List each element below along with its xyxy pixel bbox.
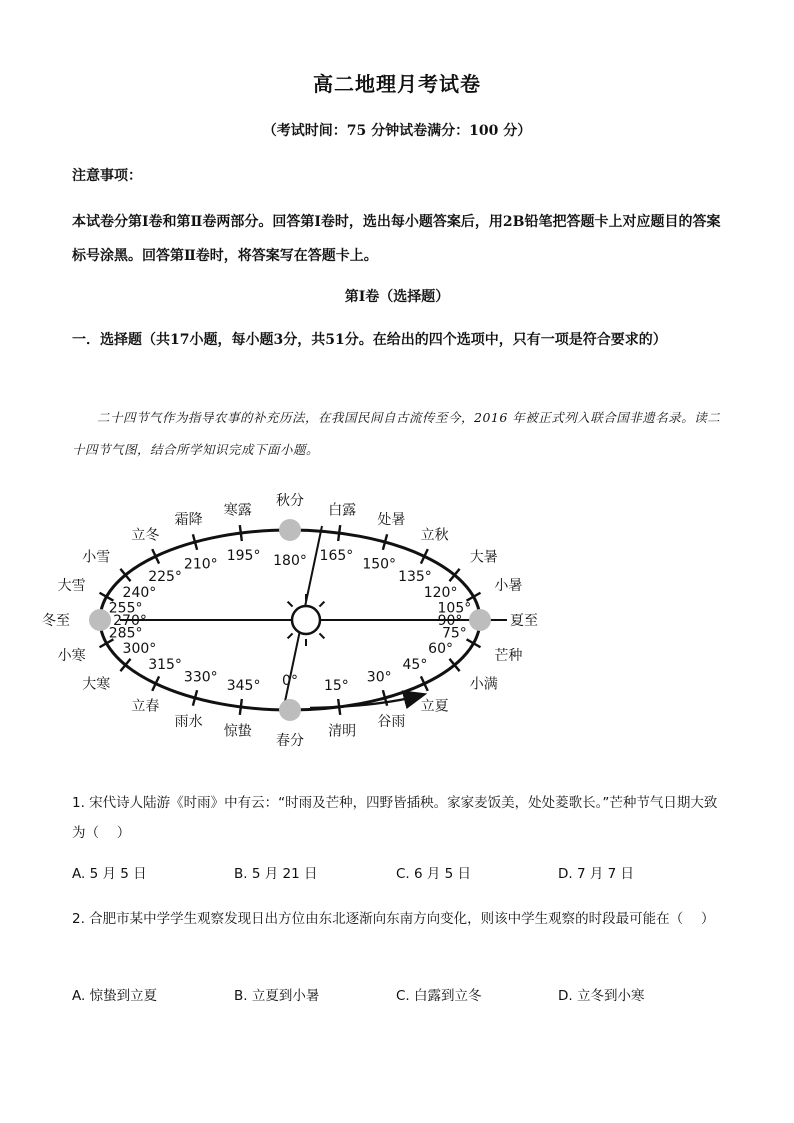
term-degree-label: 75° [441,625,467,642]
solar-term-label: 春分 [276,733,304,749]
solar-term-label: 谷雨 [377,714,406,731]
solar-term-label: 立秋 [420,527,449,544]
q1-option-c[interactable]: C. 6 月 5 日 [396,866,472,882]
solar-term-label: 立夏 [420,698,449,715]
key-term-marker [279,699,301,721]
term-tick [240,525,242,541]
key-term-marker [89,609,111,631]
question-2: 2. 合肥市某中学学生观察发现日出方位由东北逐渐向东南方向变化，则该中学生观察的时段最可能在（ ） [72,911,715,927]
question-1: 1. 宋代诗人陆游《时雨》中有云：“时雨及芒种，四野皆插秧。家家麦饭美，处处菱歌长。”芒种节气日期大致为（ ） [72,795,718,841]
solar-term-label: 处暑 [377,511,406,528]
solar-term-label: 清明 [328,723,357,740]
solar-term-label: 雨水 [174,714,203,731]
solar-term-label: 惊蛰 [223,723,252,740]
term-degree-label: 105° [437,600,472,617]
solar-term-label: 大暑 [469,549,498,566]
term-degree-label: 45° [402,656,428,673]
term-degree-label: 180° [273,553,307,569]
term-tick [240,699,242,715]
term-degree-label: 285° [108,625,143,642]
solar-term-label: 立春 [131,698,160,715]
solar-term-label: 小满 [469,676,498,693]
solar-term-label: 大雪 [57,577,86,594]
solar-term-label: 小寒 [57,648,86,665]
notice-body: 本试卷分第Ⅰ卷和第Ⅱ卷两部分。回答第Ⅰ卷时，选出每小题答案后，用2B铅笔把答题卡上对应题目的答案标号涂黑。回答第Ⅱ卷时，将答案写在答题卡上。 [72,214,721,264]
solar-terms-svg [42,480,580,770]
term-degree-label: 195° [226,547,261,564]
term-degree-label: 255° [108,600,143,617]
term-degree-label: 225° [148,569,182,586]
term-degree-label: 120° [423,585,458,602]
key-term-marker [279,519,301,541]
q1-option-d[interactable]: D. 7 月 7 日 [558,866,635,882]
term-degree-label: 15° [323,678,349,695]
term-degree-label: 300° [122,640,157,657]
term-degree-label: 210° [183,556,218,573]
solar-term-label: 大寒 [82,676,111,693]
solar-term-label: 小雪 [82,549,111,566]
term-degree-label: 270° [113,613,147,629]
term-tick [338,699,340,715]
solar-term-label: 白露 [328,502,357,519]
term-degree-label: 315° [148,656,182,673]
term-degree-label: 150° [362,556,397,573]
solar-term-label: 立冬 [131,527,160,544]
key-term-marker [469,609,491,631]
q2-option-b[interactable]: B. 立夏到小暑 [234,988,320,1004]
notice-heading: 注意事项： [72,168,142,184]
term-degree-label: 330° [183,669,218,686]
solar-terms-diagram [42,480,580,770]
term-degree-label: 90° [437,613,463,629]
q2-option-a[interactable]: A. 惊蛰到立夏 [72,988,158,1004]
solar-term-label: 寒露 [223,502,252,519]
q1-option-b[interactable]: B. 5 月 21 日 [234,866,318,882]
solar-term-label: 霜降 [174,511,203,528]
term-degree-label: 0° [282,673,298,689]
solar-term-label: 小暑 [494,577,523,594]
term-degree-label: 345° [226,678,261,695]
exam-title: 高二地理月考试卷 [313,72,481,96]
q2-option-d[interactable]: D. 立冬到小寒 [558,988,645,1004]
term-degree-label: 60° [428,640,454,657]
solar-term-label: 冬至 [42,613,70,629]
question-2-options [72,984,722,1008]
q1-option-a[interactable]: A. 5 月 5 日 [72,866,147,882]
solar-term-label: 秋分 [276,493,304,509]
solar-term-label: 芒种 [494,648,523,665]
term-tick [338,525,340,541]
exam-subtitle: （考试时间：75 分钟试卷满分：100 分） [262,123,532,139]
question-1-options [72,862,722,886]
intro-paragraph: 二十四节气作为指导农事的补充历法，在我国民间自古流传至今，2016 年被正式列入联合国非遗名录。读二十四节气图，结合所学知识完成下面小题。 [72,410,721,457]
term-degree-label: 135° [398,569,432,586]
term-degree-label: 30° [366,669,392,686]
q2-option-c[interactable]: C. 白露到立冬 [396,988,482,1004]
part-one-heading: 一．选择题（共17小题，每小题3分，共51分。在给出的四个选项中，只有一项是符合要求的） [72,332,667,348]
term-degree-label: 165° [319,547,354,564]
section-title: 第Ⅰ卷（选择题） [344,289,450,305]
term-degree-label: 240° [122,585,157,602]
solar-term-label: 夏至 [510,613,538,629]
